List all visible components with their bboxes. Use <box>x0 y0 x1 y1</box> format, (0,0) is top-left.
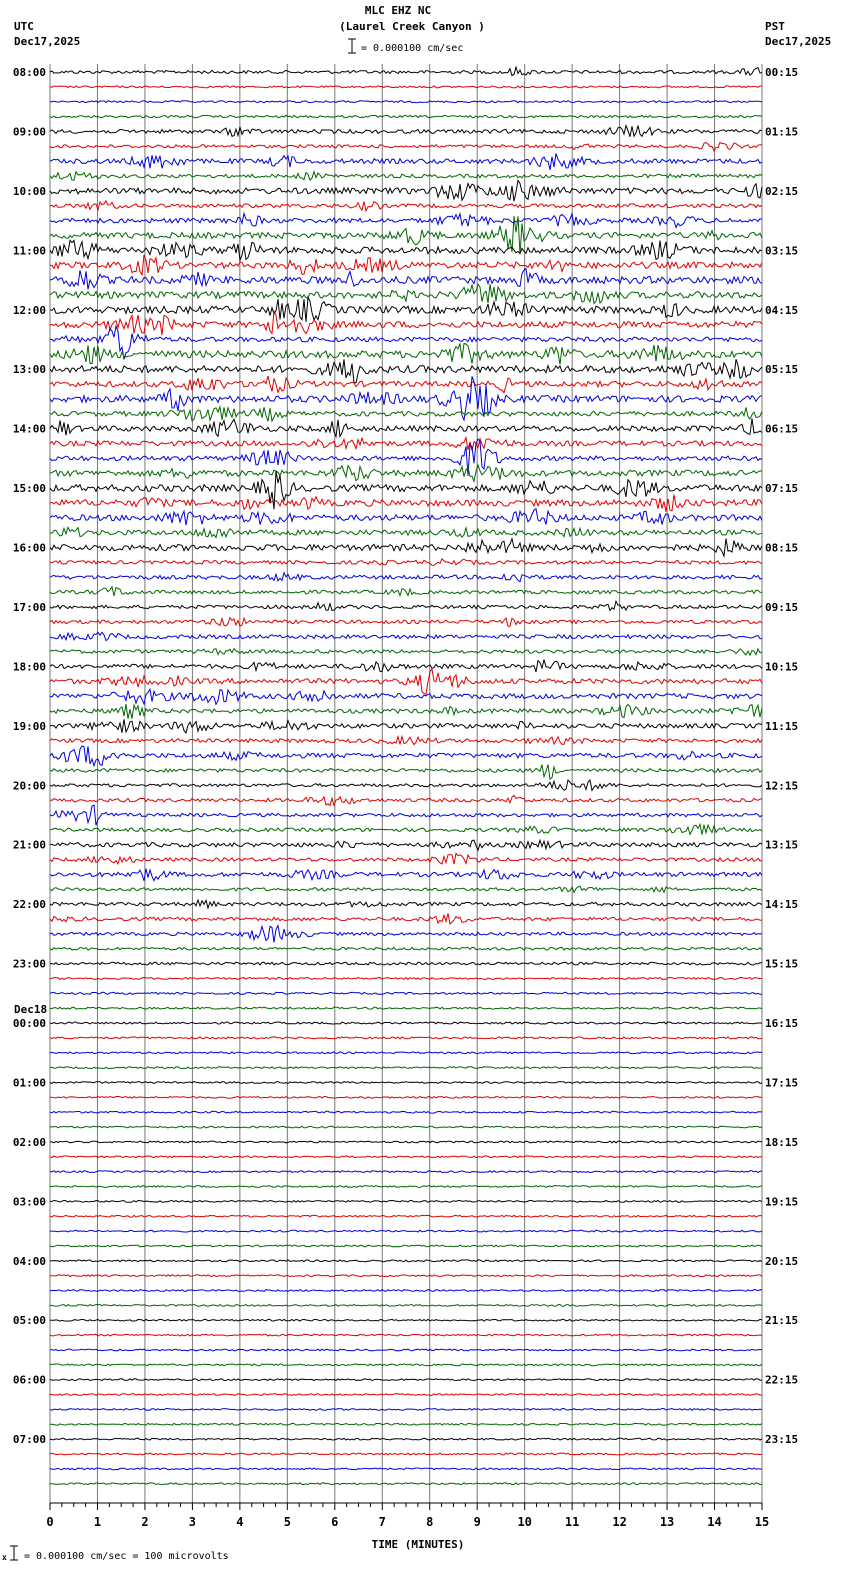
trace-line <box>50 1097 762 1099</box>
trace-line <box>50 1438 762 1440</box>
right-hour-label: 05:15 <box>765 363 799 377</box>
footer-scale-label: = 0.000100 cm/sec = 100 microvolts <box>24 1551 229 1562</box>
x-axis-title: TIME (MINUTES) <box>371 1538 465 1551</box>
trace-line <box>50 805 762 825</box>
trace-line <box>50 618 762 627</box>
trace-line <box>50 1156 762 1158</box>
trace-line <box>50 311 762 335</box>
trace-line <box>50 1275 762 1277</box>
trace-line <box>50 746 762 766</box>
trace-line <box>50 689 762 704</box>
trace-line <box>50 407 762 422</box>
right-hour-label: 18:15 <box>765 1135 799 1149</box>
time-axis <box>46 1503 769 1529</box>
trace-line <box>50 1186 762 1188</box>
x-tick-label: 12 <box>612 1515 627 1529</box>
trace-line <box>50 1290 762 1292</box>
trace-line <box>50 1483 762 1485</box>
x-tick-label: 6 <box>331 1515 339 1529</box>
left-hour-label: 10:00 <box>12 184 46 198</box>
trace-line <box>50 284 762 303</box>
right-hour-label: 21:15 <box>765 1314 799 1328</box>
trace-line <box>50 853 762 864</box>
right-hour-label: 04:15 <box>765 303 799 317</box>
left-hour-label: 11:00 <box>12 244 46 258</box>
trace-line <box>50 780 762 791</box>
trace-line <box>50 795 762 805</box>
left-hour-label: 16:00 <box>12 541 46 555</box>
right-hour-label: 20:15 <box>765 1254 799 1268</box>
right-hour-label: 14:15 <box>765 898 799 912</box>
trace-line <box>50 1082 762 1084</box>
left-hour-label: 13:00 <box>12 363 46 377</box>
trace-line <box>50 669 762 694</box>
trace-line <box>50 1037 762 1039</box>
right-hour-label: 08:15 <box>765 541 799 555</box>
x-tick-label: 1 <box>93 1515 102 1529</box>
left-hour-label: 15:00 <box>12 482 46 496</box>
footer-marker: x <box>2 1553 7 1562</box>
trace-line <box>50 240 762 260</box>
station-location: (Laurel Creek Canyon ) <box>339 20 485 33</box>
trace-line <box>50 601 762 610</box>
right-timezone: PST <box>765 20 785 33</box>
trace-line <box>50 992 762 994</box>
left-hour-label: 09:00 <box>12 125 46 139</box>
trace-line <box>50 840 762 850</box>
x-tick-label: 2 <box>141 1515 149 1529</box>
trace-line <box>50 1201 762 1203</box>
trace-line <box>50 559 762 566</box>
trace-line <box>50 1334 762 1336</box>
right-hour-label: 15:15 <box>765 957 799 971</box>
x-tick-label: 14 <box>707 1515 722 1529</box>
right-hour-label: 22:15 <box>765 1373 799 1387</box>
trace-line <box>50 1319 762 1321</box>
trace-line <box>50 900 762 908</box>
left-timezone: UTC <box>14 20 34 33</box>
trace-line <box>50 255 762 275</box>
left-hour-label: 23:00 <box>12 957 46 971</box>
trace-line <box>50 268 762 289</box>
right-hour-label: 02:15 <box>765 184 799 198</box>
left-hour-label: 12:00 <box>12 303 46 317</box>
right-hour-label: 11:15 <box>765 719 799 733</box>
right-hour-label: 12:15 <box>765 779 799 793</box>
trace-line <box>50 869 762 881</box>
seismic-traces <box>50 67 762 1485</box>
right-hour-label: 00:15 <box>765 66 799 79</box>
trace-line <box>50 201 762 211</box>
trace-line <box>50 1171 762 1173</box>
trace-line <box>50 126 762 137</box>
left-hour-label: 00:00 <box>12 1017 46 1031</box>
trace-line <box>50 1394 762 1396</box>
x-tick-label: 3 <box>188 1515 197 1529</box>
trace-line <box>50 180 762 201</box>
left-hour-label: 01:00 <box>12 1076 46 1090</box>
trace-line <box>50 1230 762 1232</box>
x-tick-label: 0 <box>46 1515 54 1529</box>
trace-line <box>50 172 762 181</box>
left-hour-label: 19:00 <box>12 719 46 733</box>
right-hour-label: 13:15 <box>765 838 799 852</box>
left-hour-label: 06:00 <box>12 1373 46 1387</box>
station-title: MLC EHZ NC <box>364 4 432 17</box>
trace-line <box>50 765 762 780</box>
trace-line <box>50 527 762 537</box>
trace-line <box>50 143 762 151</box>
trace-line <box>50 660 762 672</box>
trace-line <box>50 1453 762 1455</box>
left-date: Dec17,2025 <box>14 35 81 48</box>
trace-line <box>50 376 762 393</box>
trace-line <box>50 1409 762 1411</box>
date-change-label: Dec18 <box>14 1003 48 1017</box>
left-hour-label: 07:00 <box>12 1433 46 1447</box>
x-tick-label: 9 <box>473 1515 481 1529</box>
trace-line <box>50 438 762 451</box>
trace-line <box>50 1379 762 1381</box>
trace-line <box>50 1364 762 1366</box>
left-hour-label: 17:00 <box>12 600 46 614</box>
trace-line <box>50 926 762 943</box>
trace-line <box>50 1126 762 1128</box>
left-hour-label: 22:00 <box>12 898 46 912</box>
right-hour-label: 16:15 <box>765 1017 799 1031</box>
trace-line <box>50 978 762 980</box>
x-tick-label: 8 <box>426 1515 434 1529</box>
trace-line <box>50 736 762 744</box>
trace-line <box>50 587 762 596</box>
trace-line <box>50 1245 762 1247</box>
trace-line <box>50 67 762 76</box>
right-hour-label: 03:15 <box>765 244 799 258</box>
right-hour-label: 01:15 <box>765 125 799 139</box>
trace-line <box>50 214 762 228</box>
trace-line <box>50 154 762 170</box>
trace-line <box>50 1067 762 1069</box>
trace-line <box>50 115 762 117</box>
trace-line <box>50 913 762 924</box>
right-hour-label: 17:15 <box>765 1076 799 1090</box>
right-hour-label: 09:15 <box>765 600 799 614</box>
scale-bar-icon <box>348 39 356 53</box>
trace-line <box>50 359 762 383</box>
footer-scale-bar-icon <box>10 1546 18 1560</box>
trace-line <box>50 1111 762 1113</box>
trace-line <box>50 465 762 481</box>
x-tick-label: 15 <box>754 1515 770 1529</box>
trace-line <box>50 1423 762 1425</box>
right-hour-label: 06:15 <box>765 422 799 436</box>
left-hour-label: 20:00 <box>12 779 46 793</box>
trace-line <box>50 86 762 88</box>
trace-line <box>50 1022 762 1024</box>
trace-line <box>50 1349 762 1351</box>
trace-line <box>50 1052 762 1054</box>
trace-line <box>50 1260 762 1262</box>
trace-line <box>50 886 762 892</box>
trace-line <box>50 947 762 950</box>
left-hour-label: 18:00 <box>12 660 46 674</box>
left-hour-label: 08:00 <box>12 66 46 79</box>
x-tick-label: 13 <box>659 1515 675 1529</box>
left-hour-label: 21:00 <box>12 838 46 852</box>
left-hour-label: 14:00 <box>12 422 46 436</box>
right-hour-label: 19:15 <box>765 1195 799 1209</box>
left-hour-label: 05:00 <box>12 1314 46 1328</box>
right-hour-label: 10:15 <box>765 660 799 674</box>
right-hour-label: 07:15 <box>765 482 799 496</box>
x-tick-label: 11 <box>564 1515 580 1529</box>
x-tick-label: 4 <box>236 1515 244 1529</box>
left-hour-label: 04:00 <box>12 1254 46 1268</box>
trace-line <box>50 344 762 365</box>
trace-line <box>50 539 762 557</box>
left-hour-label: 03:00 <box>12 1195 46 1209</box>
right-date: Dec17,2025 <box>765 35 832 48</box>
x-tick-label: 5 <box>283 1515 291 1529</box>
trace-line <box>50 495 762 512</box>
trace-line <box>50 573 762 582</box>
trace-line <box>50 719 762 733</box>
trace-line <box>50 1215 762 1217</box>
trace-line <box>50 1305 762 1307</box>
trace-line <box>50 1468 762 1470</box>
trace-line <box>50 419 762 437</box>
trace-line <box>50 1007 762 1009</box>
trace-line <box>50 632 762 640</box>
left-hour-label: 02:00 <box>12 1135 46 1149</box>
x-tick-label: 10 <box>517 1515 532 1529</box>
scale-label: = 0.000100 cm/sec <box>361 43 464 54</box>
trace-line <box>50 704 762 719</box>
trace-line <box>50 649 762 656</box>
trace-line <box>50 509 762 526</box>
trace-line <box>50 962 762 965</box>
trace-line <box>50 101 762 103</box>
x-tick-label: 7 <box>378 1515 386 1529</box>
trace-line <box>50 1141 762 1143</box>
trace-line <box>50 824 762 834</box>
right-hour-label: 23:15 <box>765 1433 799 1447</box>
